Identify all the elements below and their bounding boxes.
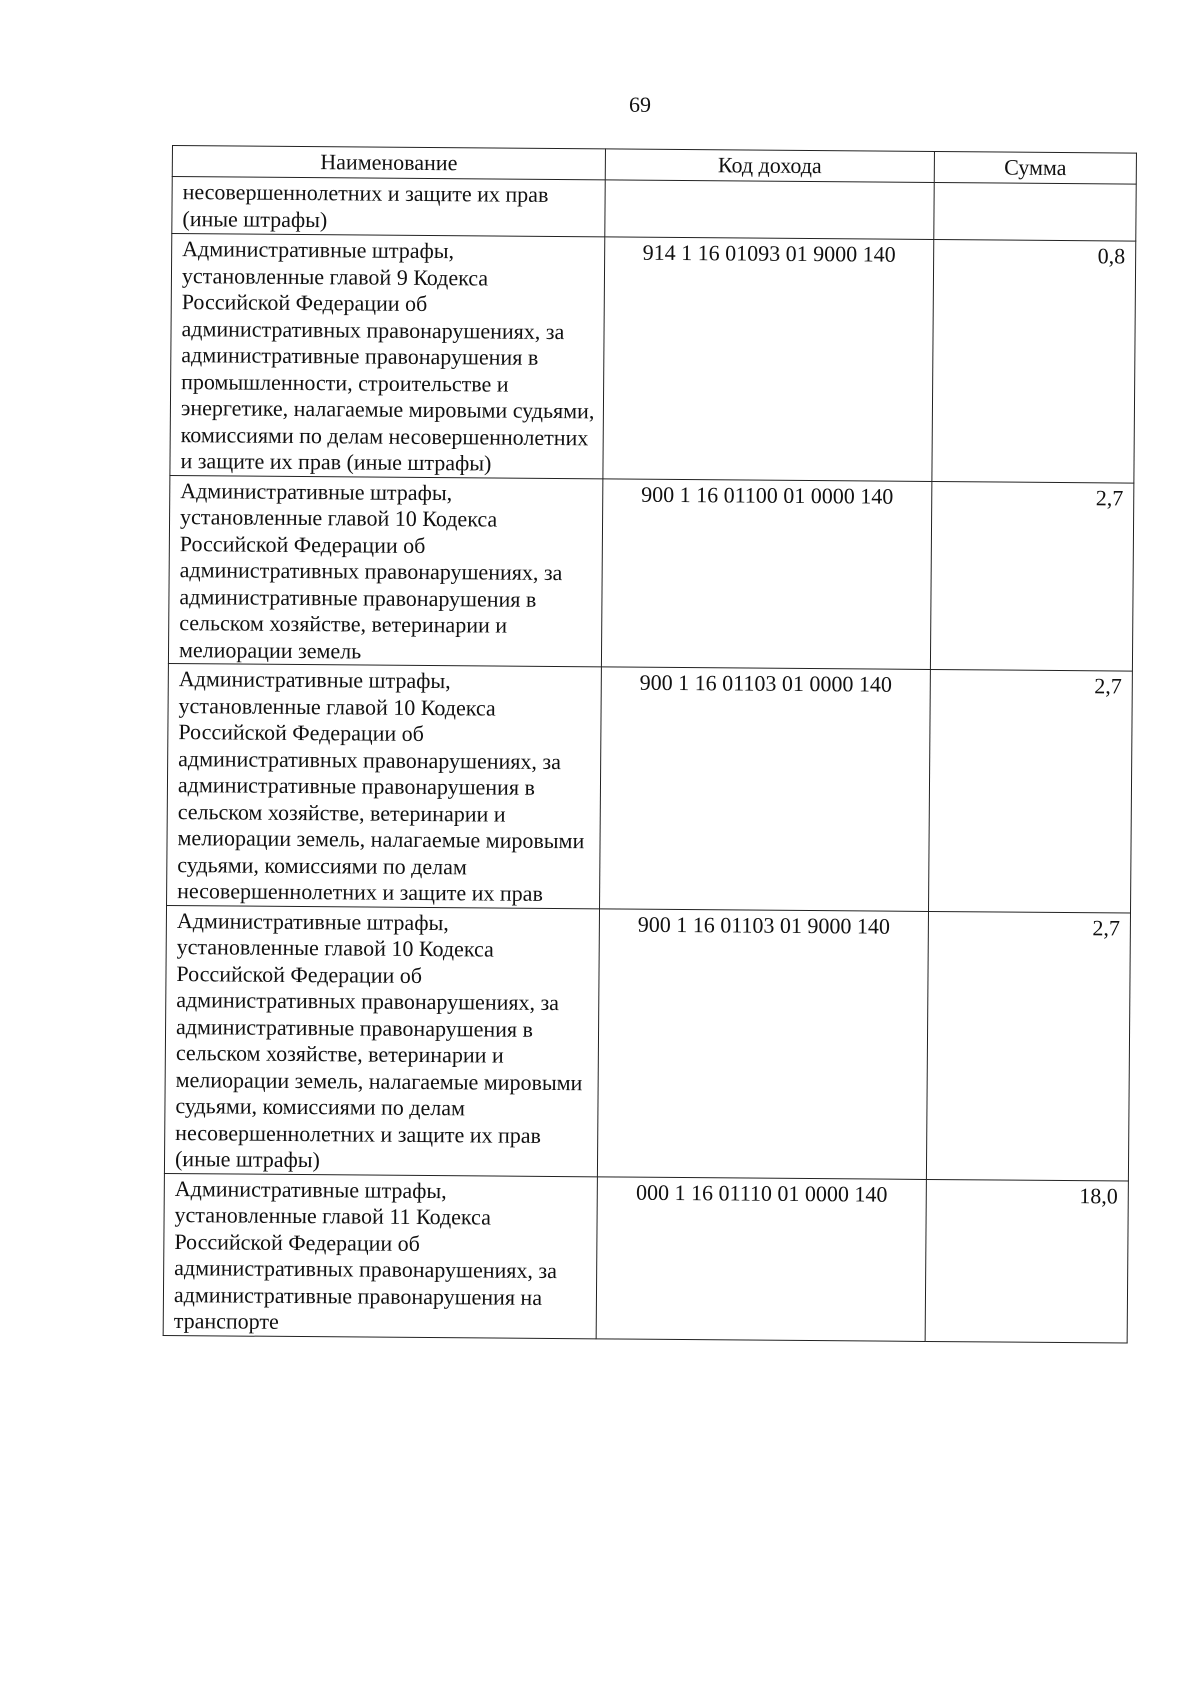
header-code: Код дохода: [605, 149, 934, 183]
revenue-table: [163, 145, 1137, 1343]
row-sum: 2,7: [929, 669, 1133, 912]
row-sum: 2,7: [926, 911, 1130, 1181]
table-row: [164, 905, 1130, 1181]
row-name: несовершеннолетних и защите их прав (иные штрафы): [172, 177, 605, 237]
row-sum: 18,0: [925, 1179, 1128, 1343]
table-row: [167, 663, 1133, 912]
row-code: [605, 180, 934, 240]
header-name: Наименование: [172, 146, 605, 180]
row-name: Административные штрафы, установленные главой 10 Кодекса Российской Федерации об административных правонарушениях, за административные правонарушения в сельском хозяйстве, ветеринарии и мелиорации земель, налагаемые мировыми судьями, комиссиями по делам несовершеннолетних и защите их прав: [167, 663, 602, 908]
row-sum: [934, 182, 1136, 241]
table-row: [170, 234, 1136, 483]
row-sum: 2,7: [930, 481, 1133, 671]
header-sum: Сумма: [934, 151, 1136, 184]
row-name: Административные штрафы, установленные главой 10 Кодекса Российской Федерации об административных правонарушениях, за административные правонарушения в сельском хозяйстве, ветеринарии и мелиорации земель: [168, 475, 602, 667]
row-name: Административные штрафы, установленные главой 9 Кодекса Российской Федерации об административных правонарушениях, за административные правонарушения в промышленности, строительстве и энергетике, налагаемые мировыми судьями, комиссиями по делам несовершеннолетних и защите их прав (иные штрафы): [170, 234, 605, 479]
row-code: 000 1 16 01110 01 0000 140: [596, 1176, 926, 1341]
table-row: [168, 475, 1133, 671]
row-code: 914 1 16 01093 01 9000 140: [603, 237, 934, 481]
revenue-table-wrapper: [163, 145, 1137, 1343]
row-code: 900 1 16 01100 01 0000 140: [601, 478, 931, 669]
table-row: [172, 177, 1136, 242]
row-sum: 0,8: [932, 239, 1136, 482]
page-number: 69: [629, 92, 651, 117]
row-code: 900 1 16 01103 01 0000 140: [600, 667, 931, 911]
row-code: 900 1 16 01103 01 9000 140: [597, 908, 928, 1179]
row-name: Административные штрафы, установленные главой 11 Кодекса Российской Федерации об административных правонарушениях, за административные правонарушения на транспорте: [163, 1173, 597, 1338]
row-name: Административные штрафы, установленные главой 10 Кодекса Российской Федерации об административных правонарушениях, за административные правонарушения в сельском хозяйстве, ветеринарии и мелиорации земель, налагаемые мировыми судьями, комиссиями по делам несовершеннолетних и защите их прав (иные штрафы): [164, 905, 599, 1176]
table-row: [163, 1173, 1128, 1343]
